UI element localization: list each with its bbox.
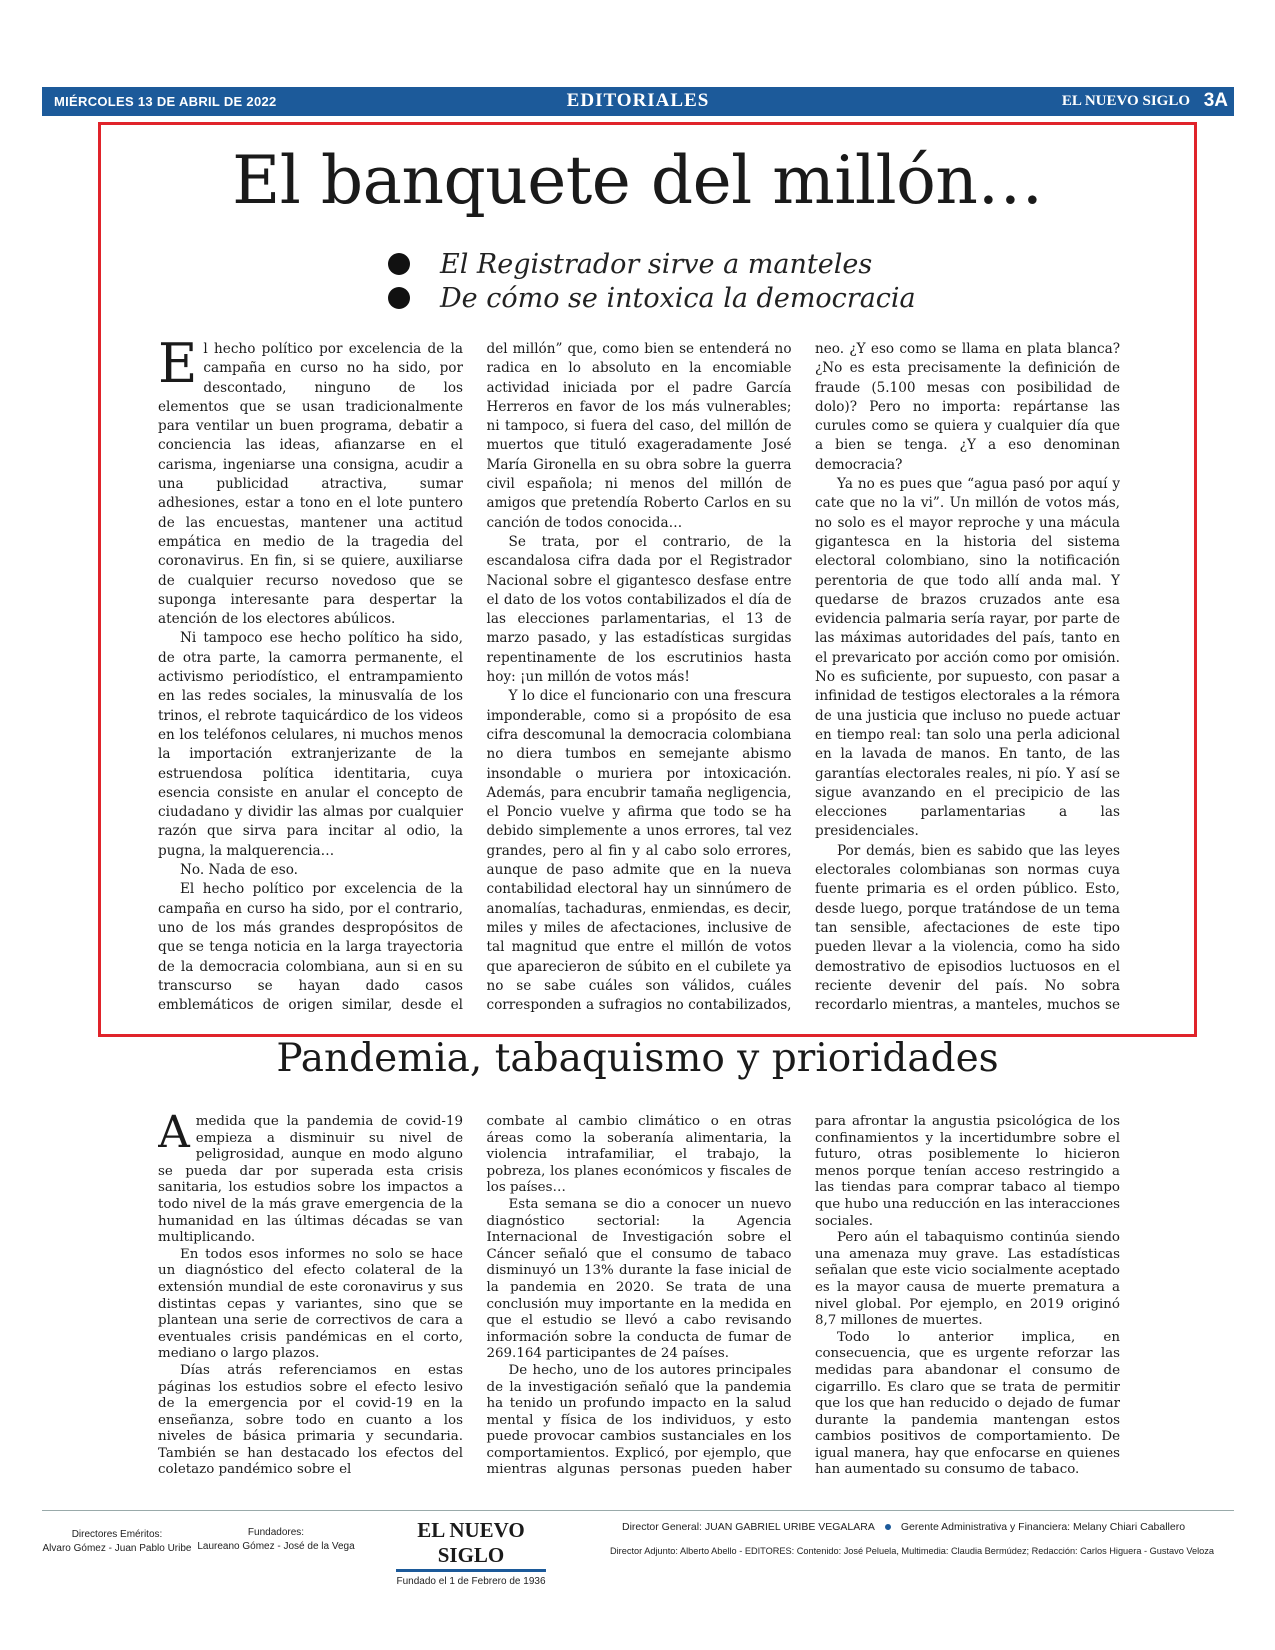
paragraph: En todos esos informes no solo se hace un diagnóstico del efecto colateral de la extensión mundial de este coronavirus y sus distintas cepas y variantes, sino que se plantean una serie de correctivos de cara a eventuales crisis pandémicas en el corto, mediano o largo plazos.	[158, 1246, 463, 1362]
bullet-dot-icon	[388, 253, 410, 275]
bullet-dot-icon	[388, 287, 410, 309]
paragraph-text: l hecho político por excelencia de la campaña en curso no ha sido, por descontado, ninguno de los elementos que se usan tradicionalmente para ventilar un buen programa, debatir a conciencia las ideas, afianzarse en el carisma, ingeniarse una consigna, acudir a una publicidad atractiva, sumar adhesiones, estar a tono en el lote puntero de las encuestas, mantener una actitud empática en medio de la tragedia del coronavirus. En fin, si se quiere, auxiliarse de cualquier recurso novedoso que se suponga interesante para despertar la atención de los electores abúlicos.	[158, 341, 463, 628]
directors-names: Alvaro Gómez - Juan Pablo Uribe	[42, 1543, 192, 1554]
paragraph: El hecho político por excelencia de la campaña en curso ha sido, por el contrario, uno de los más grandes despropósitos de que se tenga noticia en la larga trayectoria de la democracia colombiana, aun si en su transcurso se hayan dado casos emblemáticos de origen similar, desde el	[158, 881, 463, 1012]
subhead-text: El Registrador sirve a manteles	[440, 248, 873, 280]
paragraph: Se trata, por el contrario, de la escandalosa cifra dada por el Registrador Nacional sobre el gigantesco desfase entre el dato de los votos contabilizados el día de las elecciones parlamentarias, el 13 de marzo pasado, y las estadísticas surgidas repentinamente de los escrutinios hasta hoy: ¡un millón de votos más!	[486, 533, 792, 686]
editorial1-body	[158, 340, 1120, 1012]
paragraph	[158, 340, 463, 629]
editorial2-column-1	[158, 1114, 463, 1476]
paragraph-text: medida que la pandemia de covid-19 empieza a disminuir su nivel de peligrosidad, aunque en modo alguno se pueda dar por superada esta crisis sanitaria, los estudios sobre los impactos a todo nivel de la más grave emergencia de la humanidad en las últimas décadas se van multiplicando.	[158, 1114, 463, 1246]
paragraph: Ya no es pues que “agua pasó por aquí y cate que no la vi”. Un millón de votos más, no solo es el mayor reproche y una mácula gigantesca en la historia del sistema electoral colombiano, sino la notificación perentoria de que todo allí anda mal. Y quedarse de brazos cruzados ante esa evidencia palmaria sería rayar, por parte de las máximas autoridades del país, tanto en el prevaricato por acción como por omisión. No es suficiente, por supuesto, con pasar a infinidad de testigos electorales a la rémora de una justicia que incluso no puede actuar en tiempo real: tan solo una perla adicional en la lavada de manos. En tanto, de las garantías electorales reales, ni pío. Y así se sigue avanzando en el precipicio de las elecciones parlamentarias a las presidenciales.	[815, 476, 1120, 840]
editorial2-body	[158, 1114, 1120, 1476]
paragraph: Todo lo anterior implica, en consecuencia, que es urgente reforzar las medidas para abandonar el consumo de cigarrillo. Es claro que se trata de permitir que los que han reducido o dejado de fumar durante la pandemia mantengan estos cambios positivos de comportamiento. De igual manera, hay que enfocarse en quienes han aumentado su consumo de tabaco.	[815, 1329, 1120, 1476]
paragraph	[158, 1114, 463, 1247]
separator-dot-icon	[885, 1524, 891, 1530]
editorial2-title: Pandemia, tabaquismo y prioridades	[276, 1036, 999, 1081]
drop-cap: E	[158, 340, 198, 395]
footer-directors	[42, 1528, 192, 1556]
editorial1-column-3	[815, 340, 1120, 1012]
paragraph: Ni tampoco ese hecho político ha sido, de otra parte, la camorra permanente, el activismo periodístico, el entrampamiento en las redes sociales, la minusvalía de los trinos, el rebrote taquicárdico de los videos en los teléfonos celulares, ni muchos menos la importación extranjerizante de la estruendosa política identitaria, cuya esencia consiste en anular el concepto de ciudadano y dividir las almas por cualquier razón que sirva para incitar al odio, la pugna, la malquerencia…	[158, 630, 463, 859]
paragraph: Y lo dice el funcionario con una frescura imponderable, como si a propósito de esa cifra descomunal la democracia colombiana no diera tumbos en semejante abismo insondable o muriera por intoxicación. Además, para encubrir tamaña negligencia, el Poncio vuelve y afirma que todo se ha debido simplemente a unos errores, tal vez grandes, pero al fin y al cabo solo errores, aunque de paso admite que en la nueva contabilidad electoral hay un sinnúmero de anomalías, tachaduras, enmiendas, es decir, miles y miles de afectaciones, inclusive de tal magnitud que entre el millón de votos que aparecieron de súbito en el cubilete ya no se sabe cuáles son válidos, cuáles corresponden a sufragios no contabilizados,	[486, 688, 792, 1012]
editorial1-subheads	[388, 247, 988, 315]
director-general: Director General: JUAN GABRIEL URIBE VEGALARA	[622, 1521, 875, 1533]
editorial1-column-1	[158, 340, 463, 1012]
paragraph: Días atrás referenciamos en estas páginas los estudios sobre el efecto lesivo de la emergencia por el covid-19 en la enseñanza, sobre todo en cuanto a los niveles de básica primaria y secundaria. También se han destacado los efectos del coletazo pandémico sobre el	[158, 1362, 463, 1476]
footer-founded: Fundado el 1 de Febrero de 1936	[396, 1576, 546, 1587]
founders-label: Fundadores:	[247, 1527, 305, 1538]
gerente: Gerente Administrativa y Financiera: Melany Chiari Caballero	[900, 1521, 1186, 1533]
subhead-text: De cómo se intoxica la democracia	[440, 282, 916, 314]
paragraph: neo. ¿Y eso como se llama en plata blanca? ¿No es esta precisamente la definición de fraude (5.100 mesas con posibilidad de dolo)? Pero no importa: repártanse las curules como se quiera y cualquier día que a bien se tenga. ¿Y a eso denominan democracia?	[815, 341, 1120, 473]
paragraph: De hecho, uno de los autores principales de la investigación señaló que la pandemia ha tenido un profundo impacto en la salud mental y física de los individuos, y esto puede provocar cambios sustanciales en los comportamientos. Explicó, por ejemplo, que mientras algunas personas pueden haber	[486, 1362, 792, 1476]
footer-staff: Director Adjunto: Alberto Abello - EDITORES: Contenido: José Peluela, Multimedia: Claudia Bermúdez; Redacción: Carlos Higuera - Gustavo Veloza	[610, 1546, 1214, 1556]
page-header-bar	[42, 87, 1234, 116]
paragraph: Pero aún el tabaquismo continúa siendo una amenaza muy grave. Las estadísticas señalan que este vicio socialmente aceptado es la mayor causa de muerte prematura a nivel global. Por ejemplo, en 2019 originó 8,7 millones de muertes.	[815, 1230, 1120, 1329]
directors-label: Directores Eméritos:	[71, 1529, 163, 1540]
footer-management	[622, 1521, 1185, 1533]
founders-names: Laureano Gómez - José de la Vega	[197, 1541, 355, 1552]
subhead-1	[388, 247, 988, 281]
editorial2-column-3	[815, 1114, 1120, 1476]
paragraph: Esta semana se dio a conocer un nuevo diagnóstico sectorial: la Agencia Internacional de Investigación sobre el Cáncer señaló que el consumo de tabaco disminuyó un 13% durante la fase inicial de la pandemia en 2020. Se trata de una conclusión muy importante en la medida en que el estudio se llevó a cabo revisando información sobre la conducta de fumar de 269.164 participantes de 24 países.	[486, 1196, 792, 1362]
paragraph: No. Nada de eso.	[180, 862, 298, 879]
paragraph: Por demás, bien es sabido que las leyes electorales colombianas son normas cuya fuente primaria es el orden público. Esto, desde luego, porque tratándose de un tema tan sensible, afectaciones de este tipo pueden llevar a la violencia, como ha sido demostrativo de episodios luctuosos en el reciente devenir del país. No sobra recordarlo mientras, a manteles, muchos se	[815, 842, 1120, 1012]
subhead-2	[388, 281, 988, 315]
header-section: EDITORIALES	[566, 90, 710, 111]
paragraph: del millón” que, como bien se entenderá no radica en lo absoluto en la encomiable actividad iniciada por el padre García Herreros en favor de los más vulnerables; ni tampoco, si fuera del caso, del millón de muertos que tituló exageradamente José María Gironella en su obra sobre la guerra civil española; ni menos del millón de amigos que pretendía Roberto Carlos en su canción de todos conocida…	[486, 341, 792, 531]
editorial1-title: El banquete del millón…	[232, 142, 1043, 219]
footer-founders	[196, 1526, 356, 1554]
drop-cap: A	[158, 1114, 190, 1158]
header-brand: EL NUEVO SIGLO	[1061, 93, 1190, 109]
footer-divider	[42, 1510, 1234, 1511]
editorial2-column-2	[487, 1114, 792, 1476]
editorial1-column-2	[487, 340, 792, 1012]
paragraph: combate al cambio climático o en otras áreas como la soberanía alimentaria, la violencia intrafamiliar, el trabajo, la pobreza, los planes económicos y fiscales de los países…	[486, 1114, 792, 1196]
paragraph: para afrontar la angustia psicológica de los confinamientos y la incertidumbre sobre el futuro, otras posiblemente lo hicieron menos porque tenían acceso restringido a las tiendas para comprar tabaco al tiempo que hubo una reducción en las interacciones sociales.	[815, 1114, 1120, 1229]
header-date: MIÉRCOLES 13 DE ABRIL DE 2022	[54, 94, 277, 109]
header-page-number: 3A	[1203, 90, 1228, 111]
footer-logo: EL NUEVO SIGLO	[396, 1518, 546, 1572]
footer-logo-block	[396, 1518, 546, 1587]
